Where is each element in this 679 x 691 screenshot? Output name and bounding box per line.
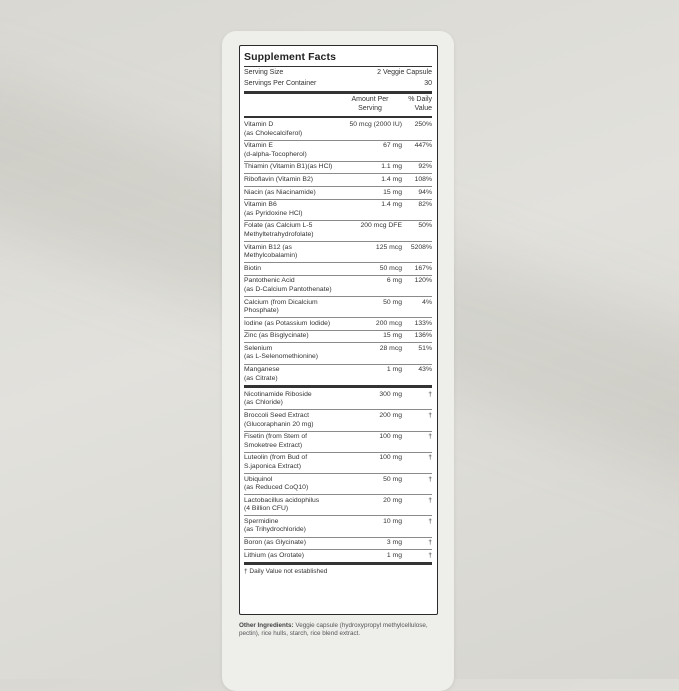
nutrient-name <box>244 176 340 185</box>
serving-size-row <box>244 67 432 78</box>
other-ingredients-value: Veggie capsule (hydroxypropyl methylcellulose, pectin), rice hulls, starch, rice blend extract. <box>239 622 428 637</box>
nutrient-name-line: Vitamin E <box>244 142 273 150</box>
nutrient-name <box>244 366 340 383</box>
column-header <box>244 94 432 116</box>
nutrient-name-line: Iodine (as Potassium Iodide) <box>244 319 331 327</box>
nutrient-amount: 1.4 mg <box>381 175 402 183</box>
nutrient-row <box>244 318 432 331</box>
amount-per-serving-header: Amount Per Serving <box>351 96 389 112</box>
servings-value: 30 <box>424 80 432 87</box>
nutrient-name-line: Methylcobalamin) <box>244 252 298 260</box>
nutrient-row <box>244 343 432 364</box>
nutrient-name <box>244 222 340 239</box>
nutrient-amount: 1 mg <box>386 366 402 374</box>
nutrient-name-line: Vitamin B12 (as <box>244 243 292 251</box>
nutrient-name-line: (Glucoraphanin 20 mg) <box>244 420 314 428</box>
nutrient-row <box>244 276 432 297</box>
nutrient-amount: 28 mcg <box>379 344 402 352</box>
nutrient-name-line: Methyltetrahydrofolate) <box>244 230 314 238</box>
nutrient-daily-value: 92% <box>418 163 432 171</box>
nutrient-row <box>244 221 432 242</box>
nutrient-amount: 20 mg <box>383 496 402 504</box>
nutrient-name <box>244 518 340 535</box>
nutrient-daily-value: 43% <box>418 366 432 374</box>
nutrient-name-line: Nicotinamide Riboside <box>244 390 312 398</box>
nutrient-name <box>244 163 340 172</box>
nutrient-row <box>244 410 432 431</box>
nutrient-amount: 300 mg <box>379 390 402 398</box>
daily-value-header: % Daily Value <box>408 96 432 112</box>
nutrient-amount: 50 mcg <box>379 264 402 272</box>
nutrient-row <box>244 242 432 263</box>
nutrient-row <box>244 297 432 318</box>
nutrient-name-line: Pantothenic Acid <box>244 277 295 285</box>
nutrient-daily-value: 94% <box>418 188 432 196</box>
nutrient-daily-value: 50% <box>418 222 432 230</box>
nutrient-name <box>244 121 340 138</box>
nutrient-daily-value: 136% <box>414 332 432 340</box>
nutrient-daily-value: † <box>428 390 432 398</box>
nutrient-amount: 50 mg <box>383 298 402 306</box>
nutrient-amount: 125 mcg <box>375 243 402 251</box>
servings-per-container-row <box>244 78 432 89</box>
nutrient-name <box>244 412 340 429</box>
nutrient-amount: 1.4 mg <box>381 201 402 209</box>
nutrient-amount: 3 mg <box>386 539 402 547</box>
nutrient-name-line: (as Chloride) <box>244 399 283 407</box>
nutrient-row <box>244 331 432 344</box>
nutrient-daily-value: † <box>428 475 432 483</box>
nutrient-name-line: (as Pyridoxine HCl) <box>244 209 303 217</box>
nutrient-name <box>244 265 340 274</box>
servings-label: Servings Per Container <box>244 80 317 87</box>
serving-size-label: Serving Size <box>244 69 284 76</box>
nutrient-amount: 10 mg <box>383 517 402 525</box>
vitamin-list <box>244 118 432 388</box>
nutrient-row <box>244 495 432 516</box>
other-ingredients-label: Other Ingredients: <box>239 622 294 629</box>
nutrient-name-line: (as D-Calcium Pantothenate) <box>244 285 332 293</box>
nutrient-name-line: (d-alpha-Tocopherol) <box>244 150 307 158</box>
nutrient-amount: 200 mg <box>379 411 402 419</box>
nutrient-daily-value: 108% <box>414 175 432 183</box>
nutrient-row <box>244 200 432 221</box>
nutrient-name-line: Smoketree Extract) <box>244 441 303 449</box>
nutrient-daily-value: 120% <box>414 277 432 285</box>
nutrient-row <box>244 474 432 495</box>
nutrient-daily-value: † <box>428 454 432 462</box>
nutrient-daily-value: 4% <box>422 298 432 306</box>
nutrient-daily-value: † <box>428 411 432 419</box>
nutrient-name-line: Boron (as Glycinate) <box>244 539 306 547</box>
nutrient-name-line: Luteolin (from Bud of <box>244 454 308 462</box>
nutrient-name <box>244 299 340 316</box>
nutrient-name-line: Folate (as Calcium L-5 <box>244 222 313 230</box>
nutrient-name <box>244 539 340 548</box>
nutrient-row <box>244 516 432 537</box>
nutrient-name-line: (as Cholecalciferol) <box>244 129 303 137</box>
nutrient-name <box>244 142 340 159</box>
nutrient-daily-value: 133% <box>414 319 432 327</box>
nutrient-amount: 100 mg <box>379 454 402 462</box>
other-ingredients-text <box>239 622 444 638</box>
nutrient-daily-value: † <box>428 433 432 441</box>
nutrient-amount: 100 mg <box>379 433 402 441</box>
nutrient-name-line: S.japonica Extract) <box>244 462 302 470</box>
nutrient-name <box>244 476 340 493</box>
nutrient-name-line: Vitamin B6 <box>244 201 277 209</box>
nutrient-daily-value: † <box>428 517 432 525</box>
nutrient-daily-value: † <box>428 551 432 559</box>
nutrient-amount: 200 mcg DFE <box>360 222 402 230</box>
nutrient-name-line: Zinc (as Bisglycinate) <box>244 332 309 340</box>
nutrient-amount: 200 mcg <box>375 319 402 327</box>
nutrient-row <box>244 187 432 200</box>
nutrient-row <box>244 388 432 411</box>
nutrient-amount: 15 mg <box>383 332 402 340</box>
nutrient-daily-value: 250% <box>414 121 432 128</box>
nutrient-name-line: Broccoli Seed Extract <box>244 411 309 419</box>
nutrient-name-line: (as Reduced CoQ10) <box>244 484 309 492</box>
nutrient-name <box>244 497 340 514</box>
serving-size-value: 2 Veggie Capsule <box>377 69 432 76</box>
nutrient-amount: 1 mg <box>386 551 402 559</box>
nutrient-name <box>244 244 340 261</box>
nutrient-name <box>244 332 340 341</box>
nutrient-name <box>244 391 340 408</box>
nutrient-name-line: Lactobacillus acidophilus <box>244 496 320 504</box>
nutrient-amount: 50 mg <box>383 475 402 483</box>
nutrient-amount: 6 mg <box>386 277 402 285</box>
nutrient-row <box>244 141 432 162</box>
nutrient-row <box>244 365 432 388</box>
nutrient-name-line: (4 Billion CFU) <box>244 505 289 513</box>
nutrient-name-line: Biotin <box>244 264 262 272</box>
nutrient-daily-value: † <box>428 539 432 547</box>
nutrient-name <box>244 345 340 362</box>
nutrient-name-line: (as Citrate) <box>244 374 278 382</box>
nutrient-name <box>244 552 340 561</box>
nutrient-name-line: Manganese <box>244 366 280 374</box>
footnote: † Daily Value not established <box>244 567 328 575</box>
nutrient-row <box>244 550 432 565</box>
nutrient-name-line: Spermidine <box>244 517 279 525</box>
nutrient-amount: 15 mg <box>383 188 402 196</box>
other-ingredients-list <box>244 388 432 565</box>
nutrient-row <box>244 263 432 276</box>
nutrient-daily-value: † <box>428 496 432 504</box>
nutrient-name-line: Selenium <box>244 344 273 352</box>
nutrient-amount: 1.1 mg <box>381 163 402 171</box>
supplement-facts-panel <box>239 45 438 615</box>
panel-title: Supplement Facts <box>244 51 337 63</box>
nutrient-row <box>244 453 432 474</box>
nutrient-amount: 67 mg <box>383 142 402 150</box>
nutrient-daily-value: 167% <box>414 264 432 272</box>
nutrient-daily-value: 5208% <box>410 243 432 251</box>
nutrient-name <box>244 454 340 471</box>
nutrient-name-line: (as L-Selenomethionine) <box>244 353 319 361</box>
nutrient-amount: 50 mcg (2000 IU) <box>349 121 402 128</box>
nutrient-name-line: Fisetin (from Stem of <box>244 433 308 441</box>
nutrient-daily-value: 51% <box>418 344 432 352</box>
nutrient-name-line: Ubiquinol <box>244 475 273 483</box>
nutrient-name <box>244 201 340 218</box>
nutrient-name <box>244 433 340 450</box>
nutrient-row <box>244 174 432 187</box>
nutrient-name <box>244 277 340 294</box>
nutrient-name-line: Calcium (from Dicalcium <box>244 298 318 306</box>
nutrient-name <box>244 320 340 329</box>
nutrient-row <box>244 118 432 141</box>
nutrient-name-line: Niacin (as Niacinamide) <box>244 188 316 196</box>
nutrient-name-line: Vitamin D <box>244 121 274 128</box>
nutrient-row <box>244 538 432 551</box>
nutrient-daily-value: 82% <box>418 201 432 209</box>
nutrient-name <box>244 189 340 198</box>
nutrient-name-line: Phosphate) <box>244 307 279 315</box>
nutrient-name-line: (as Trihydrochloride) <box>244 526 306 534</box>
nutrient-row <box>244 162 432 175</box>
nutrient-name-line: Riboflavin (Vitamin B2) <box>244 175 314 183</box>
nutrient-row <box>244 432 432 453</box>
nutrient-daily-value: 447% <box>414 142 432 150</box>
nutrient-name-line: Thiamin (Vitamin B1)(as HCl) <box>244 163 333 171</box>
nutrient-name-line: Lithium (as Orotate) <box>244 551 305 559</box>
